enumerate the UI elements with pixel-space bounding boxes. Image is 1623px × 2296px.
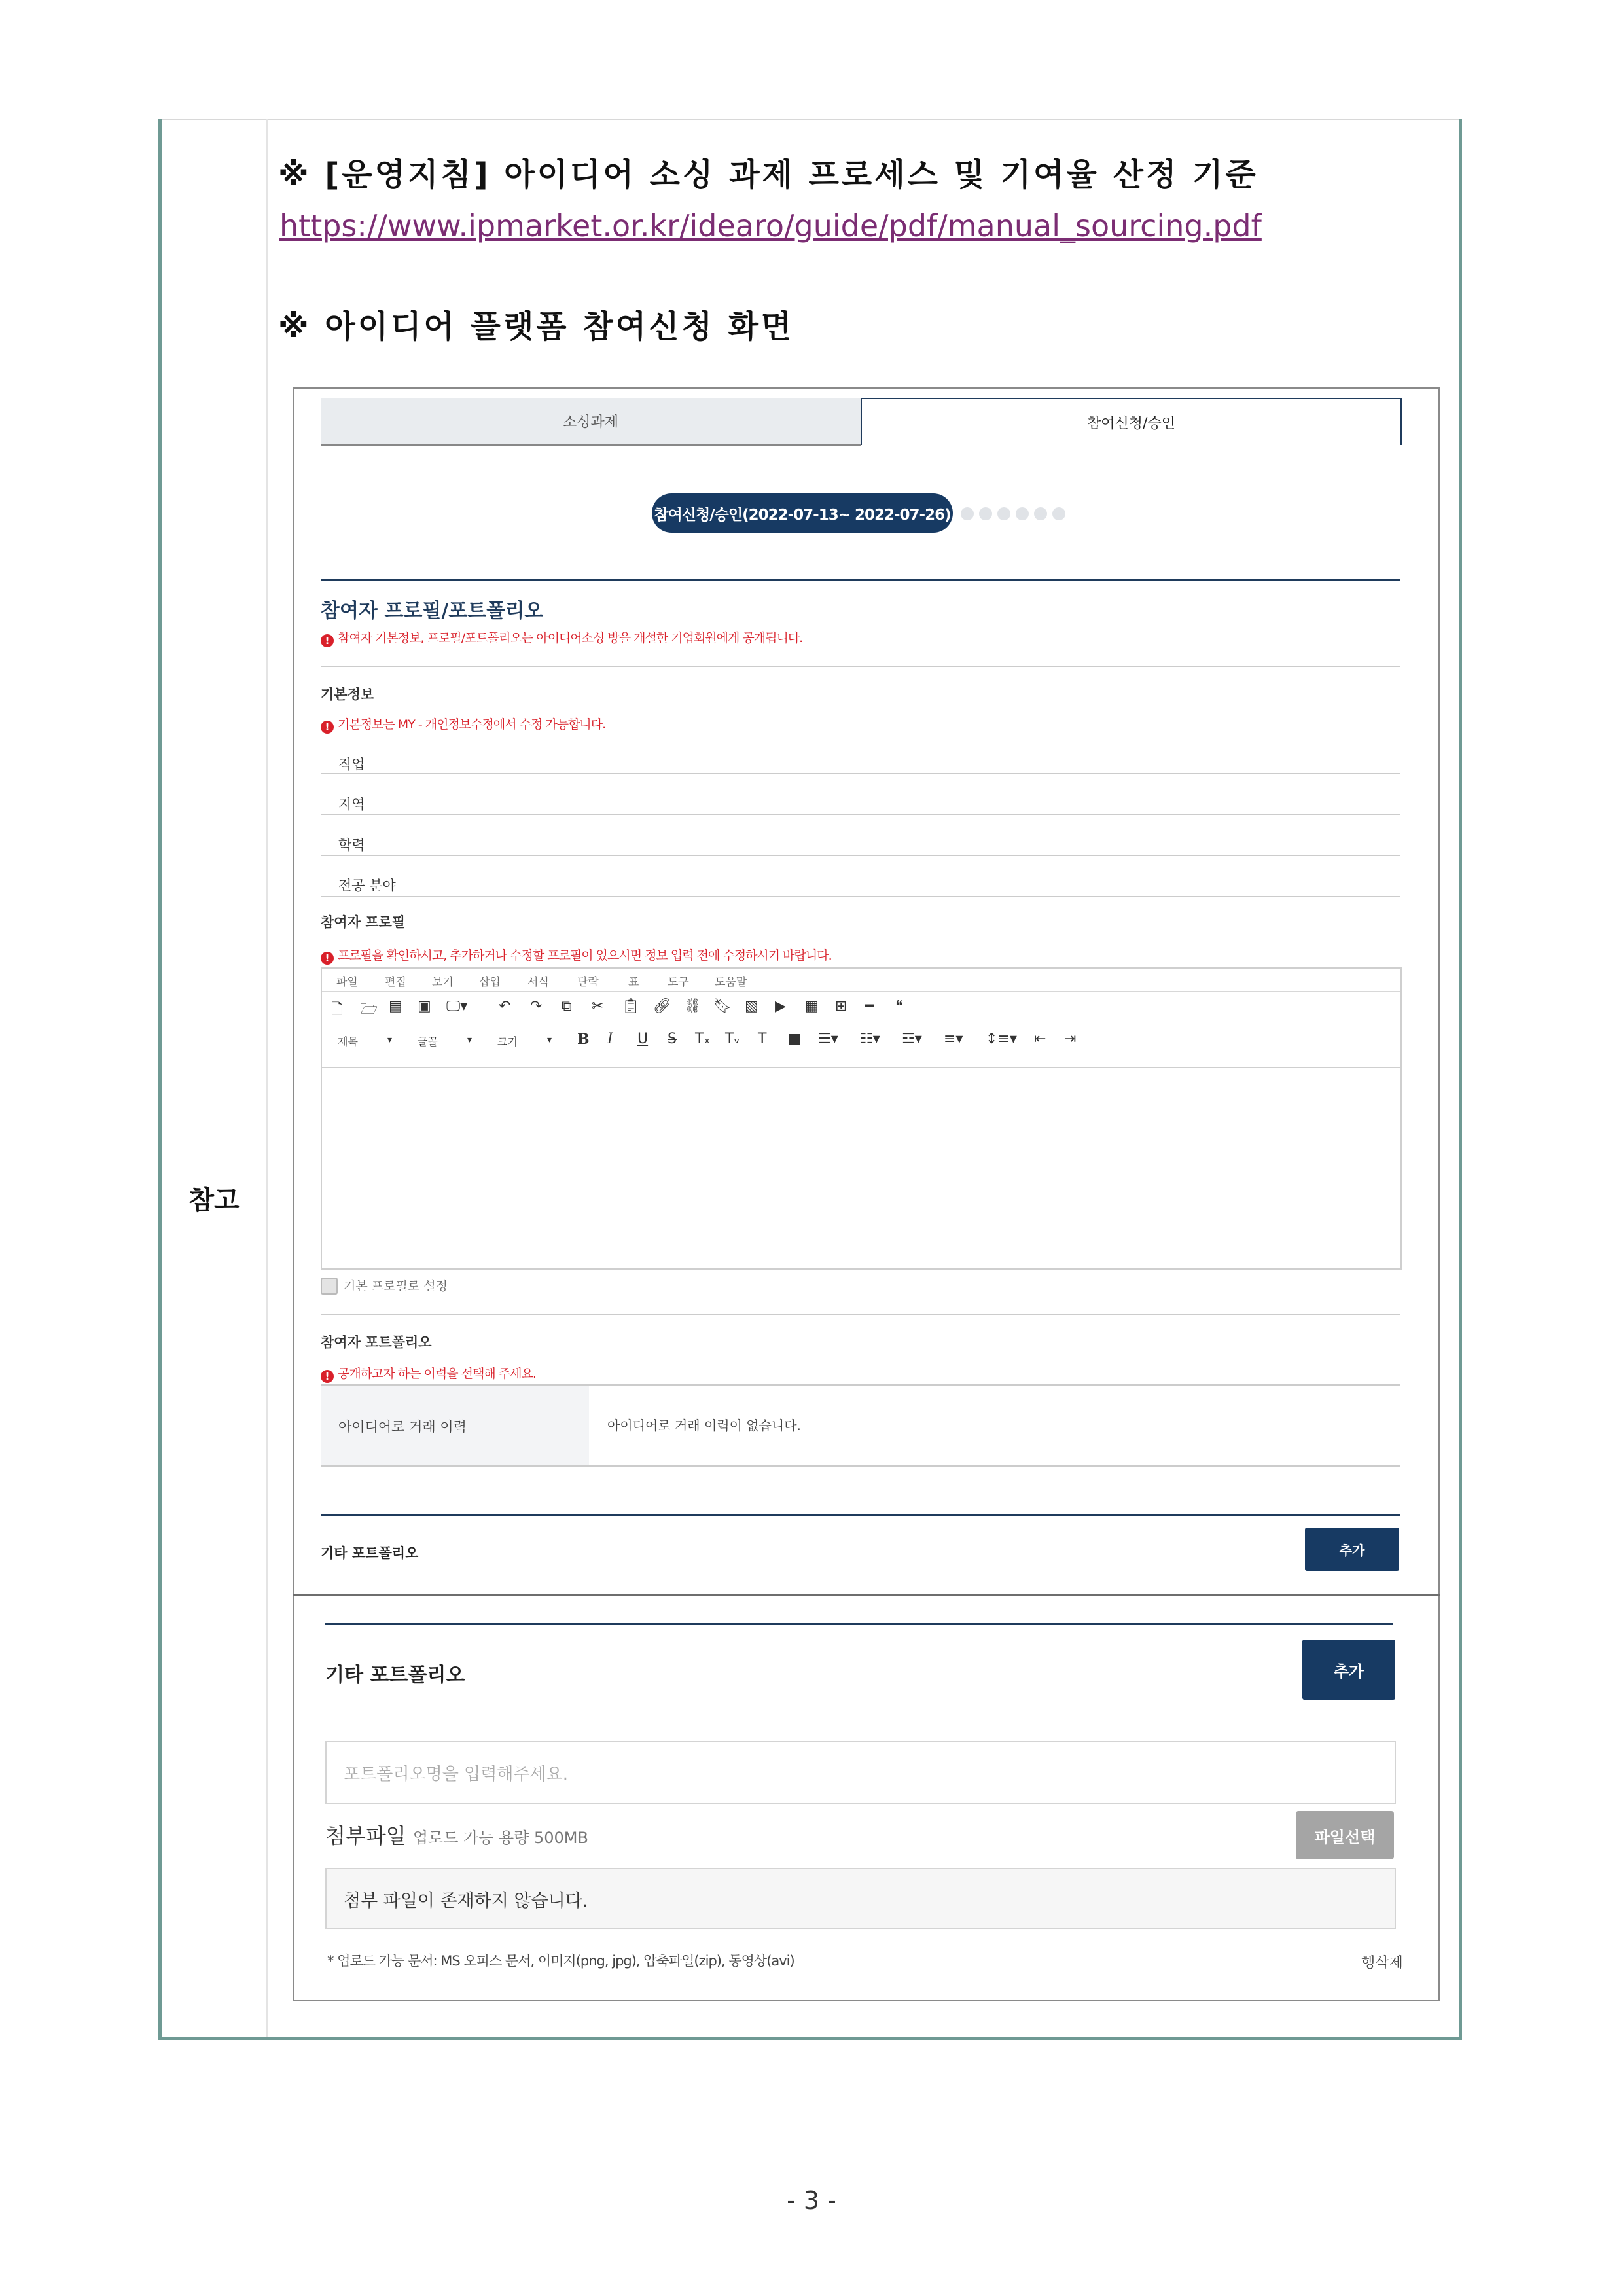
portfolio-warning bbox=[321, 1364, 536, 1383]
trade-history-label: 아이디어로 거래 이력 bbox=[338, 1419, 467, 1435]
strikethrough-icon[interactable]: S bbox=[668, 1031, 677, 1047]
chevron-down-icon: ▾ bbox=[467, 1035, 473, 1045]
media-icon[interactable]: ▶ bbox=[775, 998, 786, 1014]
image-icon[interactable]: ▧ bbox=[745, 998, 758, 1014]
default-profile-checkbox[interactable] bbox=[321, 1278, 338, 1295]
warning-text: 기본정보는 MY - 개인정보수정에서 수정 가능합니다. bbox=[338, 717, 606, 732]
menu-tools[interactable]: 도구 bbox=[668, 976, 689, 989]
step-dots bbox=[961, 507, 1071, 523]
section-divider bbox=[325, 1623, 1393, 1625]
field-education: 학력 bbox=[338, 837, 365, 853]
etc-portfolio-title: 기타 포트폴리오 bbox=[321, 1545, 419, 1561]
attachment-label-text: 첨부파일 bbox=[325, 1823, 406, 1848]
file-select-button[interactable]: 파일선택 bbox=[1296, 1811, 1394, 1859]
trade-history-value: 아이디어로 거래 이력이 없습니다. bbox=[607, 1418, 801, 1433]
guideline-heading: ※ [운영지침] 아이디어 소싱 과제 프로세스 및 기여율 산정 기준 bbox=[278, 156, 1258, 193]
basic-info-warning bbox=[321, 715, 605, 734]
menu-edit[interactable]: 편집 bbox=[385, 976, 406, 989]
divider bbox=[321, 814, 1400, 815]
bullet-list-icon[interactable]: ☰▾ bbox=[818, 1031, 838, 1047]
warning-text: 참여자 기본정보, 프로필/포트폴리오는 아이디어소싱 방을 개설한 기업회원에게 공개됩니다. bbox=[338, 631, 803, 645]
outdent-icon[interactable]: ⇤ bbox=[1034, 1031, 1046, 1047]
attachment-size-note: 업로드 가능 용량 500MB bbox=[412, 1829, 588, 1847]
divider bbox=[321, 666, 1400, 667]
warning-text: 공개하고자 하는 이력을 선택해 주세요. bbox=[338, 1367, 536, 1381]
menu-insert[interactable]: 삽입 bbox=[479, 976, 501, 989]
bold-icon[interactable]: B bbox=[577, 1031, 590, 1048]
indent-icon[interactable]: ⇥ bbox=[1064, 1031, 1077, 1047]
editor-toolbar-2 bbox=[322, 1024, 1400, 1057]
step-dot bbox=[1016, 507, 1029, 520]
editor-content-area[interactable] bbox=[322, 1067, 1400, 1268]
blockquote-icon[interactable]: ❝ bbox=[895, 998, 903, 1014]
divider bbox=[321, 1465, 1400, 1467]
horizontal-rule-icon[interactable]: ━ bbox=[865, 998, 874, 1014]
menu-paragraph[interactable]: 단락 bbox=[577, 976, 599, 989]
default-profile-label: 기본 프로필로 설정 bbox=[344, 1279, 448, 1293]
bookmark-icon[interactable]: 🔖︎ bbox=[713, 998, 732, 1014]
participant-profile-warning bbox=[321, 946, 832, 965]
alert-icon: ! bbox=[321, 634, 334, 647]
page-number: - 3 - bbox=[787, 2186, 836, 2215]
field-region: 지역 bbox=[338, 797, 365, 812]
step-dot bbox=[997, 507, 1010, 520]
screenshot-separator bbox=[293, 1594, 1440, 1596]
profile-editor bbox=[321, 967, 1402, 1270]
divider bbox=[321, 773, 1400, 774]
chevron-down-icon: ▾ bbox=[387, 1035, 393, 1045]
template-icon[interactable]: ▣ bbox=[418, 998, 431, 1014]
link-icon[interactable]: 🔗︎ bbox=[653, 998, 671, 1014]
text-style-icon[interactable]: T bbox=[758, 1031, 767, 1047]
tab-participation-approval[interactable]: 참여신청/승인 bbox=[861, 398, 1402, 445]
align-icon[interactable]: ≡▾ bbox=[944, 1031, 963, 1047]
period-pill: 참여신청/승인(2022-07-13~ 2022-07-26) bbox=[652, 493, 953, 533]
participant-profile-title: 참여자 프로필 bbox=[321, 914, 406, 930]
label-column bbox=[162, 119, 268, 2037]
portfolio-name-placeholder: 포트폴리오명을 입력해주세요. bbox=[344, 1765, 569, 1784]
undo-icon[interactable]: ↶ bbox=[499, 998, 511, 1014]
menu-file[interactable]: 파일 bbox=[336, 976, 358, 989]
superscript-icon[interactable]: Tₓ bbox=[695, 1031, 711, 1047]
paste-icon[interactable]: 📋︎ bbox=[622, 998, 640, 1014]
basic-info-title: 기본정보 bbox=[321, 687, 374, 702]
divider bbox=[321, 855, 1400, 856]
section-divider bbox=[321, 1514, 1400, 1516]
editor-menubar bbox=[322, 969, 1400, 991]
manual-link[interactable]: https://www.ipmarket.or.kr/idearo/guide/pdf/manual_sourcing.pdf bbox=[279, 208, 1262, 243]
step-dot bbox=[979, 507, 992, 520]
alert-icon: ! bbox=[321, 952, 334, 965]
section-divider bbox=[321, 579, 1400, 581]
cut-icon[interactable]: ✂ bbox=[592, 998, 604, 1014]
profile-section-title: 참여자 프로필/포트폴리오 bbox=[321, 600, 544, 622]
preview-icon[interactable]: 🖵▾ bbox=[446, 998, 468, 1014]
clear-format-icon[interactable]: ■ bbox=[788, 1031, 802, 1047]
divider bbox=[321, 896, 1400, 897]
menu-help[interactable]: 도움말 bbox=[715, 976, 747, 989]
subscript-icon[interactable]: Tᵥ bbox=[725, 1031, 740, 1047]
italic-icon[interactable]: I bbox=[607, 1031, 613, 1047]
special-char-icon[interactable]: ⊞ bbox=[835, 998, 847, 1014]
line-height-icon[interactable]: ↕≡▾ bbox=[986, 1031, 1017, 1047]
heading-select[interactable]: 제목 bbox=[338, 1035, 358, 1048]
copy-icon[interactable]: ⧉ bbox=[562, 998, 572, 1014]
save-icon[interactable]: ▤ bbox=[389, 998, 402, 1014]
font-select[interactable]: 글꼴 bbox=[418, 1035, 438, 1048]
profile-section-warning bbox=[321, 628, 802, 647]
menu-view[interactable]: 보기 bbox=[432, 976, 454, 989]
step-dot bbox=[1034, 507, 1047, 520]
alert-icon: ! bbox=[321, 1370, 334, 1383]
outline-list-icon[interactable]: ☲▾ bbox=[902, 1031, 922, 1047]
redo-icon[interactable]: ↷ bbox=[530, 998, 543, 1014]
divider bbox=[321, 1314, 1400, 1315]
portfolio-title: 참여자 포트폴리오 bbox=[321, 1335, 432, 1350]
etc-portfolio-title-large: 기타 포트폴리오 bbox=[325, 1664, 465, 1687]
step-dot bbox=[961, 507, 974, 520]
add-portfolio-button-large[interactable]: 추가 bbox=[1302, 1640, 1395, 1700]
tab-sourcing-task[interactable]: 소싱과제 bbox=[321, 398, 861, 446]
numbered-list-icon[interactable]: ☷▾ bbox=[860, 1031, 880, 1047]
editor-toolbar-1 bbox=[322, 991, 1400, 1024]
open-folder-icon[interactable]: 🗁 bbox=[360, 1001, 378, 1018]
delete-row-button[interactable]: 행삭제 bbox=[1361, 1955, 1403, 1971]
underline-icon[interactable]: U bbox=[637, 1031, 649, 1047]
platform-heading: ※ 아이디어 플랫폼 참여신청 화면 bbox=[278, 308, 794, 345]
upload-note: * 업로드 가능 문서: MS 오피스 문서, 이미지(png, jpg), 압축파일(zip), 동영상(avi) bbox=[327, 1953, 794, 1969]
menu-table[interactable]: 표 bbox=[628, 976, 639, 989]
reference-label: 참고 bbox=[188, 1185, 240, 1215]
new-document-icon[interactable]: 🗋 bbox=[331, 1001, 343, 1018]
no-file-text: 첨부 파일이 존재하지 않습니다. bbox=[344, 1891, 588, 1911]
alert-icon: ! bbox=[321, 721, 334, 734]
field-major: 전공 분야 bbox=[338, 878, 396, 893]
menu-format[interactable]: 서식 bbox=[527, 976, 549, 989]
unlink-icon[interactable]: ⛓ bbox=[683, 998, 702, 1014]
warning-text: 프로필을 확인하시고, 추가하거나 수정할 프로필이 있으시면 정보 입력 전에 수정하시기 바랍니다. bbox=[338, 948, 832, 963]
chevron-down-icon: ▾ bbox=[547, 1035, 552, 1045]
step-dot bbox=[1052, 507, 1065, 520]
field-job: 직업 bbox=[338, 757, 365, 772]
add-portfolio-button[interactable]: 추가 bbox=[1305, 1528, 1399, 1571]
size-select[interactable]: 크기 bbox=[497, 1035, 518, 1048]
table-icon[interactable]: ▦ bbox=[805, 998, 819, 1014]
attachment-label bbox=[325, 1820, 588, 1850]
